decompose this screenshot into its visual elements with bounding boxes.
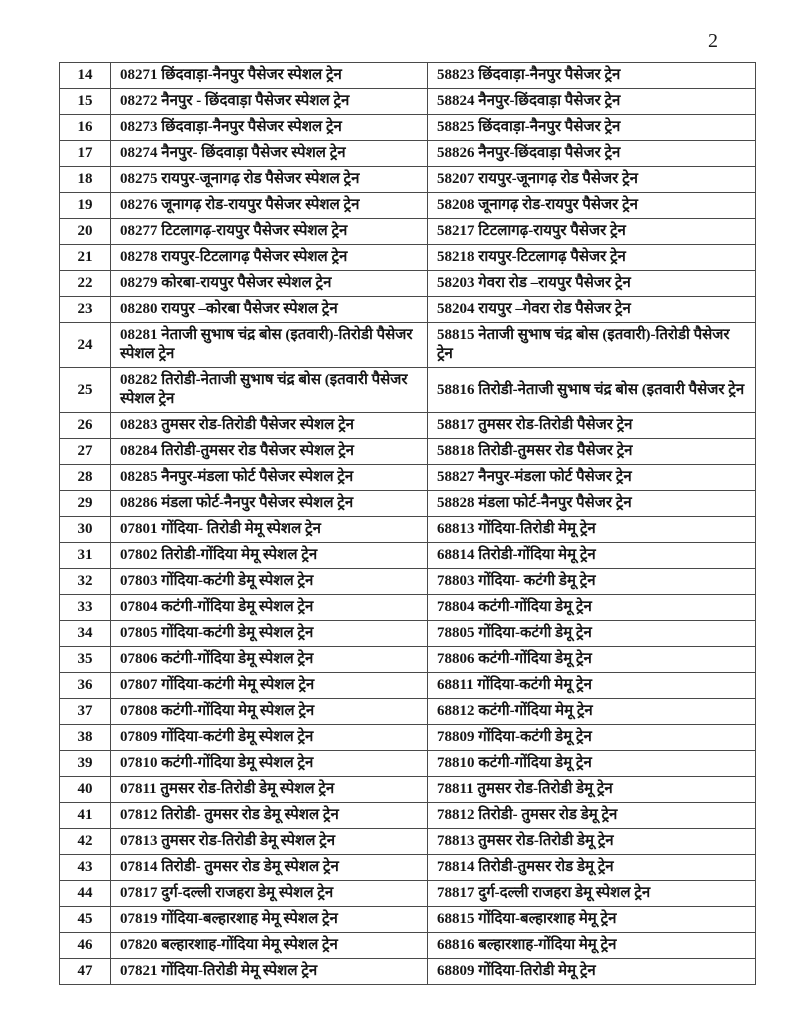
regular-train-cell: 58823 छिंदवाड़ा-नैनपुर पैसेजर ट्रेन [428, 63, 756, 89]
serial-number-cell: 42 [60, 829, 111, 855]
serial-number-cell: 31 [60, 543, 111, 569]
serial-number-cell: 16 [60, 115, 111, 141]
serial-number-cell: 29 [60, 491, 111, 517]
table-row [60, 115, 756, 141]
special-train-cell: 08274 नैनपुर- छिंदवाड़ा पैसेजर स्पेशल ट्रेन [111, 141, 428, 167]
regular-train-cell: 58818 तिरोडी-तुमसर रोड पैसेजर ट्रेन [428, 439, 756, 465]
regular-train-cell: 58825 छिंदवाड़ा-नैनपुर पैसेजर ट्रेन [428, 115, 756, 141]
serial-number-cell: 14 [60, 63, 111, 89]
table-row [60, 167, 756, 193]
regular-train-cell: 68811 गोंदिया-कटंगी मेमू ट्रेन [428, 673, 756, 699]
regular-train-cell: 78813 तुमसर रोड-तिरोडी डेमू ट्रेन [428, 829, 756, 855]
table-row [60, 933, 756, 959]
regular-train-cell: 78810 कटंगी-गोंदिया डेमू ट्रेन [428, 751, 756, 777]
special-train-cell: 07817 दुर्ग-दल्ली राजहरा डेमू स्पेशल ट्रेन [111, 881, 428, 907]
page-number: 2 [708, 30, 718, 52]
table-row [60, 803, 756, 829]
table-row [60, 595, 756, 621]
regular-train-cell: 68815 गोंदिया-बल्हारशाह मेमू ट्रेन [428, 907, 756, 933]
special-train-cell: 07810 कटंगी-गोंदिया डेमू स्पेशल ट्रेन [111, 751, 428, 777]
special-train-cell: 08284 तिरोडी-तुमसर रोड पैसेजर स्पेशल ट्रेन [111, 439, 428, 465]
regular-train-cell: 58816 तिरोडी-नेताजी सुभाष चंद्र बोस (इतवारी पैसेजर ट्रेन [428, 368, 756, 413]
regular-train-cell: 58203 गेवरा रोड –रायपुर पैसेजर ट्रेन [428, 271, 756, 297]
regular-train-cell: 58208 जूनागढ़ रोड-रायपुर पैसेजर ट्रेन [428, 193, 756, 219]
table-row [60, 368, 756, 413]
regular-train-cell: 58828 मंडला फोर्ट-नैनपुर पैसेजर ट्रेन [428, 491, 756, 517]
table-row [60, 413, 756, 439]
special-train-cell: 08281 नेताजी सुभाष चंद्र बोस (इतवारी)-तिरोडी पैसेजर स्पेशल ट्रेन [111, 323, 428, 368]
table-row [60, 855, 756, 881]
serial-number-cell: 22 [60, 271, 111, 297]
table-row [60, 465, 756, 491]
regular-train-cell: 68812 कटंगी-गोंदिया मेमू ट्रेन [428, 699, 756, 725]
special-train-cell: 08278 रायपुर-टिटलागढ़ पैसेजर स्पेशल ट्रेन [111, 245, 428, 271]
regular-train-cell: 68816 बल्हारशाह-गोंदिया मेमू ट्रेन [428, 933, 756, 959]
special-train-cell: 08272 नैनपुर - छिंदवाड़ा पैसेजर स्पेशल ट्रेन [111, 89, 428, 115]
table-row [60, 725, 756, 751]
table-row [60, 193, 756, 219]
serial-number-cell: 30 [60, 517, 111, 543]
regular-train-cell: 78805 गोंदिया-कटंगी डेमू ट्रेन [428, 621, 756, 647]
table-row [60, 621, 756, 647]
special-train-cell: 07811 तुमसर रोड-तिरोडी डेमू स्पेशल ट्रेन [111, 777, 428, 803]
special-train-cell: 08277 टिटलागढ़-रायपुर पैसेजर स्पेशल ट्रेन [111, 219, 428, 245]
special-train-cell: 07821 गोंदिया-तिरोडी मेमू स्पेशल ट्रेन [111, 959, 428, 985]
regular-train-cell: 68809 गोंदिया-तिरोडी मेमू ट्रेन [428, 959, 756, 985]
serial-number-cell: 44 [60, 881, 111, 907]
table-row [60, 271, 756, 297]
special-train-cell: 07807 गोंदिया-कटंगी मेमू स्पेशल ट्रेन [111, 673, 428, 699]
special-train-cell: 08280 रायपुर –कोरबा पैसेजर स्पेशल ट्रेन [111, 297, 428, 323]
serial-number-cell: 39 [60, 751, 111, 777]
serial-number-cell: 23 [60, 297, 111, 323]
regular-train-cell: 58826 नैनपुर-छिंदवाड़ा पैसेजर ट्रेन [428, 141, 756, 167]
train-list-table [59, 62, 756, 985]
table-row [60, 751, 756, 777]
table-row [60, 219, 756, 245]
regular-train-cell: 58207 रायपुर-जूनागढ़ रोड पैसेजर ट्रेन [428, 167, 756, 193]
serial-number-cell: 20 [60, 219, 111, 245]
special-train-cell: 08279 कोरबा-रायपुर पैसेजर स्पेशल ट्रेन [111, 271, 428, 297]
table-row [60, 673, 756, 699]
regular-train-cell: 78812 तिरोडी- तुमसर रोड डेमू ट्रेन [428, 803, 756, 829]
regular-train-cell: 58824 नैनपुर-छिंदवाड़ा पैसेजर ट्रेन [428, 89, 756, 115]
serial-number-cell: 18 [60, 167, 111, 193]
regular-train-cell: 78811 तुमसर रोड-तिरोडी डेमू ट्रेन [428, 777, 756, 803]
serial-number-cell: 33 [60, 595, 111, 621]
table-row [60, 907, 756, 933]
table-row [60, 569, 756, 595]
regular-train-cell: 58217 टिटलागढ़-रायपुर पैसेजर ट्रेन [428, 219, 756, 245]
serial-number-cell: 36 [60, 673, 111, 699]
table-row [60, 881, 756, 907]
regular-train-cell: 58218 रायपुर-टिटलागढ़ पैसेजर ट्रेन [428, 245, 756, 271]
serial-number-cell: 17 [60, 141, 111, 167]
regular-train-cell: 78809 गोंदिया-कटंगी डेमू ट्रेन [428, 725, 756, 751]
serial-number-cell: 25 [60, 368, 111, 413]
special-train-cell: 07801 गोंदिया- तिरोडी मेमू स्पेशल ट्रेन [111, 517, 428, 543]
special-train-cell: 07812 तिरोडी- तुमसर रोड डेमू स्पेशल ट्रेन [111, 803, 428, 829]
serial-number-cell: 40 [60, 777, 111, 803]
serial-number-cell: 19 [60, 193, 111, 219]
regular-train-cell: 78814 तिरोडी-तुमसर रोड डेमू ट्रेन [428, 855, 756, 881]
serial-number-cell: 21 [60, 245, 111, 271]
special-train-cell: 07805 गोंदिया-कटंगी डेमू स्पेशल ट्रेन [111, 621, 428, 647]
special-train-cell: 07819 गोंदिया-बल्हारशाह मेमू स्पेशल ट्रेन [111, 907, 428, 933]
special-train-cell: 07814 तिरोडी- तुमसर रोड डेमू स्पेशल ट्रेन [111, 855, 428, 881]
table-row [60, 647, 756, 673]
table-row [60, 543, 756, 569]
serial-number-cell: 27 [60, 439, 111, 465]
special-train-cell: 07808 कटंगी-गोंदिया मेमू स्पेशल ट्रेन [111, 699, 428, 725]
special-train-cell: 08273 छिंदवाड़ा-नैनपुर पैसेजर स्पेशल ट्रेन [111, 115, 428, 141]
serial-number-cell: 43 [60, 855, 111, 881]
train-list-body [60, 63, 756, 985]
regular-train-cell: 78817 दुर्ग-दल्ली राजहरा डेमू स्पेशल ट्रेन [428, 881, 756, 907]
serial-number-cell: 34 [60, 621, 111, 647]
special-train-cell: 08275 रायपुर-जूनागढ़ रोड पैसेजर स्पेशल ट्रेन [111, 167, 428, 193]
regular-train-cell: 78806 कटंगी-गोंदिया डेमू ट्रेन [428, 647, 756, 673]
table-row [60, 959, 756, 985]
regular-train-cell: 58204 रायपुर –गेवरा रोड पैसेजर ट्रेन [428, 297, 756, 323]
special-train-cell: 07806 कटंगी-गोंदिया डेमू स्पेशल ट्रेन [111, 647, 428, 673]
serial-number-cell: 38 [60, 725, 111, 751]
table-row [60, 699, 756, 725]
table-row [60, 517, 756, 543]
special-train-cell: 07820 बल्हारशाह-गोंदिया मेमू स्पेशल ट्रेन [111, 933, 428, 959]
serial-number-cell: 37 [60, 699, 111, 725]
special-train-cell: 07803 गोंदिया-कटंगी डेमू स्पेशल ट्रेन [111, 569, 428, 595]
special-train-cell: 08271 छिंदवाड़ा-नैनपुर पैसेजर स्पेशल ट्रेन [111, 63, 428, 89]
table-row [60, 491, 756, 517]
serial-number-cell: 26 [60, 413, 111, 439]
special-train-cell: 08283 तुमसर रोड-तिरोडी पैसेजर स्पेशल ट्रेन [111, 413, 428, 439]
table-row [60, 323, 756, 368]
serial-number-cell: 45 [60, 907, 111, 933]
special-train-cell: 08285 नैनपुर-मंडला फोर्ट पैसेजर स्पेशल ट्रेन [111, 465, 428, 491]
serial-number-cell: 41 [60, 803, 111, 829]
serial-number-cell: 32 [60, 569, 111, 595]
serial-number-cell: 46 [60, 933, 111, 959]
regular-train-cell: 78803 गोंदिया- कटंगी डेमू ट्रेन [428, 569, 756, 595]
regular-train-cell: 58815 नेताजी सुभाष चंद्र बोस (इतवारी)-तिरोडी पैसेजर ट्रेन [428, 323, 756, 368]
table-row [60, 141, 756, 167]
table-row [60, 777, 756, 803]
serial-number-cell: 35 [60, 647, 111, 673]
special-train-cell: 07804 कटंगी-गोंदिया डेमू स्पेशल ट्रेन [111, 595, 428, 621]
serial-number-cell: 28 [60, 465, 111, 491]
table-row [60, 245, 756, 271]
serial-number-cell: 15 [60, 89, 111, 115]
regular-train-cell: 68813 गोंदिया-तिरोडी मेमू ट्रेन [428, 517, 756, 543]
serial-number-cell: 47 [60, 959, 111, 985]
regular-train-cell: 78804 कटंगी-गोंदिया डेमू ट्रेन [428, 595, 756, 621]
serial-number-cell: 24 [60, 323, 111, 368]
special-train-cell: 08286 मंडला फोर्ट-नैनपुर पैसेजर स्पेशल ट्रेन [111, 491, 428, 517]
special-train-cell: 07809 गोंदिया-कटंगी डेमू स्पेशल ट्रेन [111, 725, 428, 751]
regular-train-cell: 58827 नैनपुर-मंडला फोर्ट पैसेजर ट्रेन [428, 465, 756, 491]
special-train-cell: 07813 तुमसर रोड-तिरोडी डेमू स्पेशल ट्रेन [111, 829, 428, 855]
special-train-cell: 08276 जूनागढ़ रोड-रायपुर पैसेजर स्पेशल ट्रेन [111, 193, 428, 219]
regular-train-cell: 58817 तुमसर रोड-तिरोडी पैसेजर ट्रेन [428, 413, 756, 439]
table-row [60, 89, 756, 115]
special-train-cell: 08282 तिरोडी-नेताजी सुभाष चंद्र बोस (इतवारी पैसेजर स्पेशल ट्रेन [111, 368, 428, 413]
special-train-cell: 07802 तिरोडी-गोंदिया मेमू स्पेशल ट्रेन [111, 543, 428, 569]
regular-train-cell: 68814 तिरोडी-गोंदिया मेमू ट्रेन [428, 543, 756, 569]
table-row [60, 63, 756, 89]
table-row [60, 439, 756, 465]
table-row [60, 829, 756, 855]
table-row [60, 297, 756, 323]
